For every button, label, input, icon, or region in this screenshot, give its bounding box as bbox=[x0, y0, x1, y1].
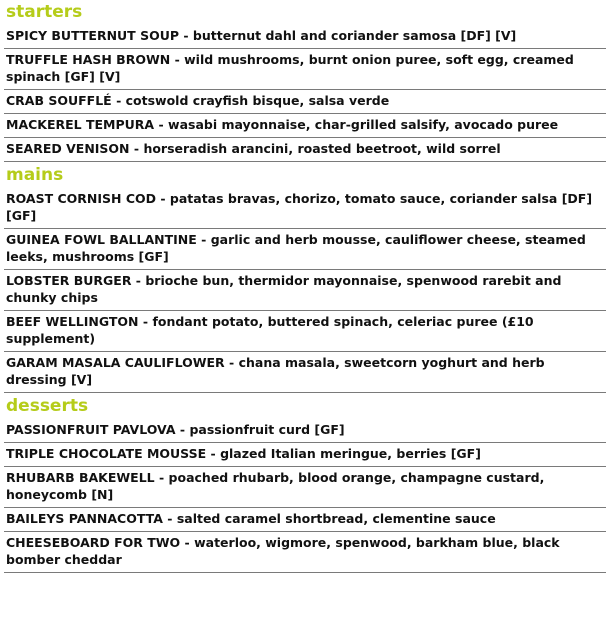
dish-separator: - bbox=[156, 191, 170, 206]
dish-name: GARAM MASALA CAULIFLOWER bbox=[6, 355, 225, 370]
dish-separator: - bbox=[138, 314, 153, 329]
menu-item bbox=[4, 311, 606, 352]
dish-separator: - bbox=[206, 446, 221, 461]
dish-description: butternut dahl and coriander samosa [DF] [V] bbox=[192, 28, 517, 43]
dish-name: BAILEYS PANNACOTTA bbox=[6, 511, 163, 526]
dish-name: BEEF WELLINGTON bbox=[6, 314, 139, 329]
dish-separator: - bbox=[154, 470, 169, 485]
dish-description: patatas bravas, chorizo, tomato sauce, coriander salsa [DF] [GF] bbox=[6, 191, 593, 223]
dish-name: LOBSTER BURGER bbox=[6, 273, 132, 288]
dish-separator: - bbox=[180, 535, 195, 550]
menu-section-mains bbox=[4, 164, 606, 393]
menu-item bbox=[4, 352, 606, 393]
section-title: starters bbox=[6, 2, 83, 22]
dish-name: PASSIONFRUIT PAVLOVA bbox=[6, 422, 176, 437]
menu-item bbox=[4, 114, 606, 138]
menu-item bbox=[4, 90, 606, 114]
menu-item bbox=[4, 49, 606, 90]
dish-separator: - bbox=[196, 232, 211, 247]
dish-separator: - bbox=[179, 28, 193, 43]
menu-item bbox=[4, 138, 606, 162]
menu-item bbox=[4, 443, 606, 467]
menu-item bbox=[4, 229, 606, 270]
dish-separator: - bbox=[170, 52, 185, 67]
dish-separator: - bbox=[224, 355, 239, 370]
menu-item bbox=[4, 419, 606, 443]
dish-separator: - bbox=[111, 93, 126, 108]
menu-item bbox=[4, 467, 606, 508]
dish-separator: - bbox=[129, 141, 144, 156]
dish-description: waterloo, wigmore, spenwood, barkham blue, black bomber cheddar bbox=[6, 535, 560, 567]
dish-name: ROAST CORNISH COD bbox=[6, 191, 156, 206]
dish-description: glazed Italian meringue, berries [GF] bbox=[220, 446, 481, 461]
dish-name: MACKEREL TEMPURA bbox=[6, 117, 155, 132]
dish-name: CHEESEBOARD FOR TWO bbox=[6, 535, 181, 550]
section-title: mains bbox=[6, 165, 64, 185]
dish-description: horseradish arancini, roasted beetroot, wild sorrel bbox=[143, 141, 501, 156]
dish-description: wild mushrooms, burnt onion puree, soft egg, creamed spinach [GF] [V] bbox=[6, 52, 574, 84]
menu-item bbox=[4, 532, 606, 573]
menu-item bbox=[4, 25, 606, 49]
dish-description: chana masala, sweetcorn yoghurt and herb dressing [V] bbox=[6, 355, 545, 387]
dish-name: SPICY BUTTERNUT SOUP bbox=[6, 28, 180, 43]
dish-separator: - bbox=[162, 511, 177, 526]
dish-description: fondant potato, buttered spinach, celeriac puree (£10 supplement) bbox=[6, 314, 534, 346]
menu-item bbox=[4, 270, 606, 311]
dish-description: wasabi mayonnaise, char-grilled salsify, avocado puree bbox=[168, 117, 559, 132]
menu-section-starters bbox=[4, 1, 606, 162]
dish-name: SEARED VENISON bbox=[6, 141, 130, 156]
dish-description: garlic and herb mousse, cauliflower cheese, steamed leeks, mushrooms [GF] bbox=[6, 232, 586, 264]
dish-name: GUINEA FOWL BALLANTINE bbox=[6, 232, 197, 247]
menu-item bbox=[4, 188, 606, 229]
dish-description: salted caramel shortbread, clementine sauce bbox=[176, 511, 496, 526]
section-title: desserts bbox=[6, 396, 89, 416]
menu-item bbox=[4, 508, 606, 532]
dish-separator: - bbox=[131, 273, 146, 288]
menu-section-desserts bbox=[4, 395, 606, 573]
dish-description: poached rhubarb, blood orange, champagne custard, honeycomb [N] bbox=[6, 470, 545, 502]
dish-name: CRAB SOUFFLÉ bbox=[6, 93, 112, 108]
dish-name: TRIPLE CHOCOLATE MOUSSE bbox=[6, 446, 207, 461]
dish-name: TRUFFLE HASH BROWN bbox=[6, 52, 171, 67]
dish-description: cotswold crayfish bisque, salsa verde bbox=[125, 93, 390, 108]
dish-description: brioche bun, thermidor mayonnaise, spenwood rarebit and chunky chips bbox=[6, 273, 562, 305]
dish-name: RHUBARB BAKEWELL bbox=[6, 470, 155, 485]
dish-separator: - bbox=[154, 117, 169, 132]
dish-description: passionfruit curd [GF] bbox=[189, 422, 345, 437]
dish-separator: - bbox=[175, 422, 190, 437]
